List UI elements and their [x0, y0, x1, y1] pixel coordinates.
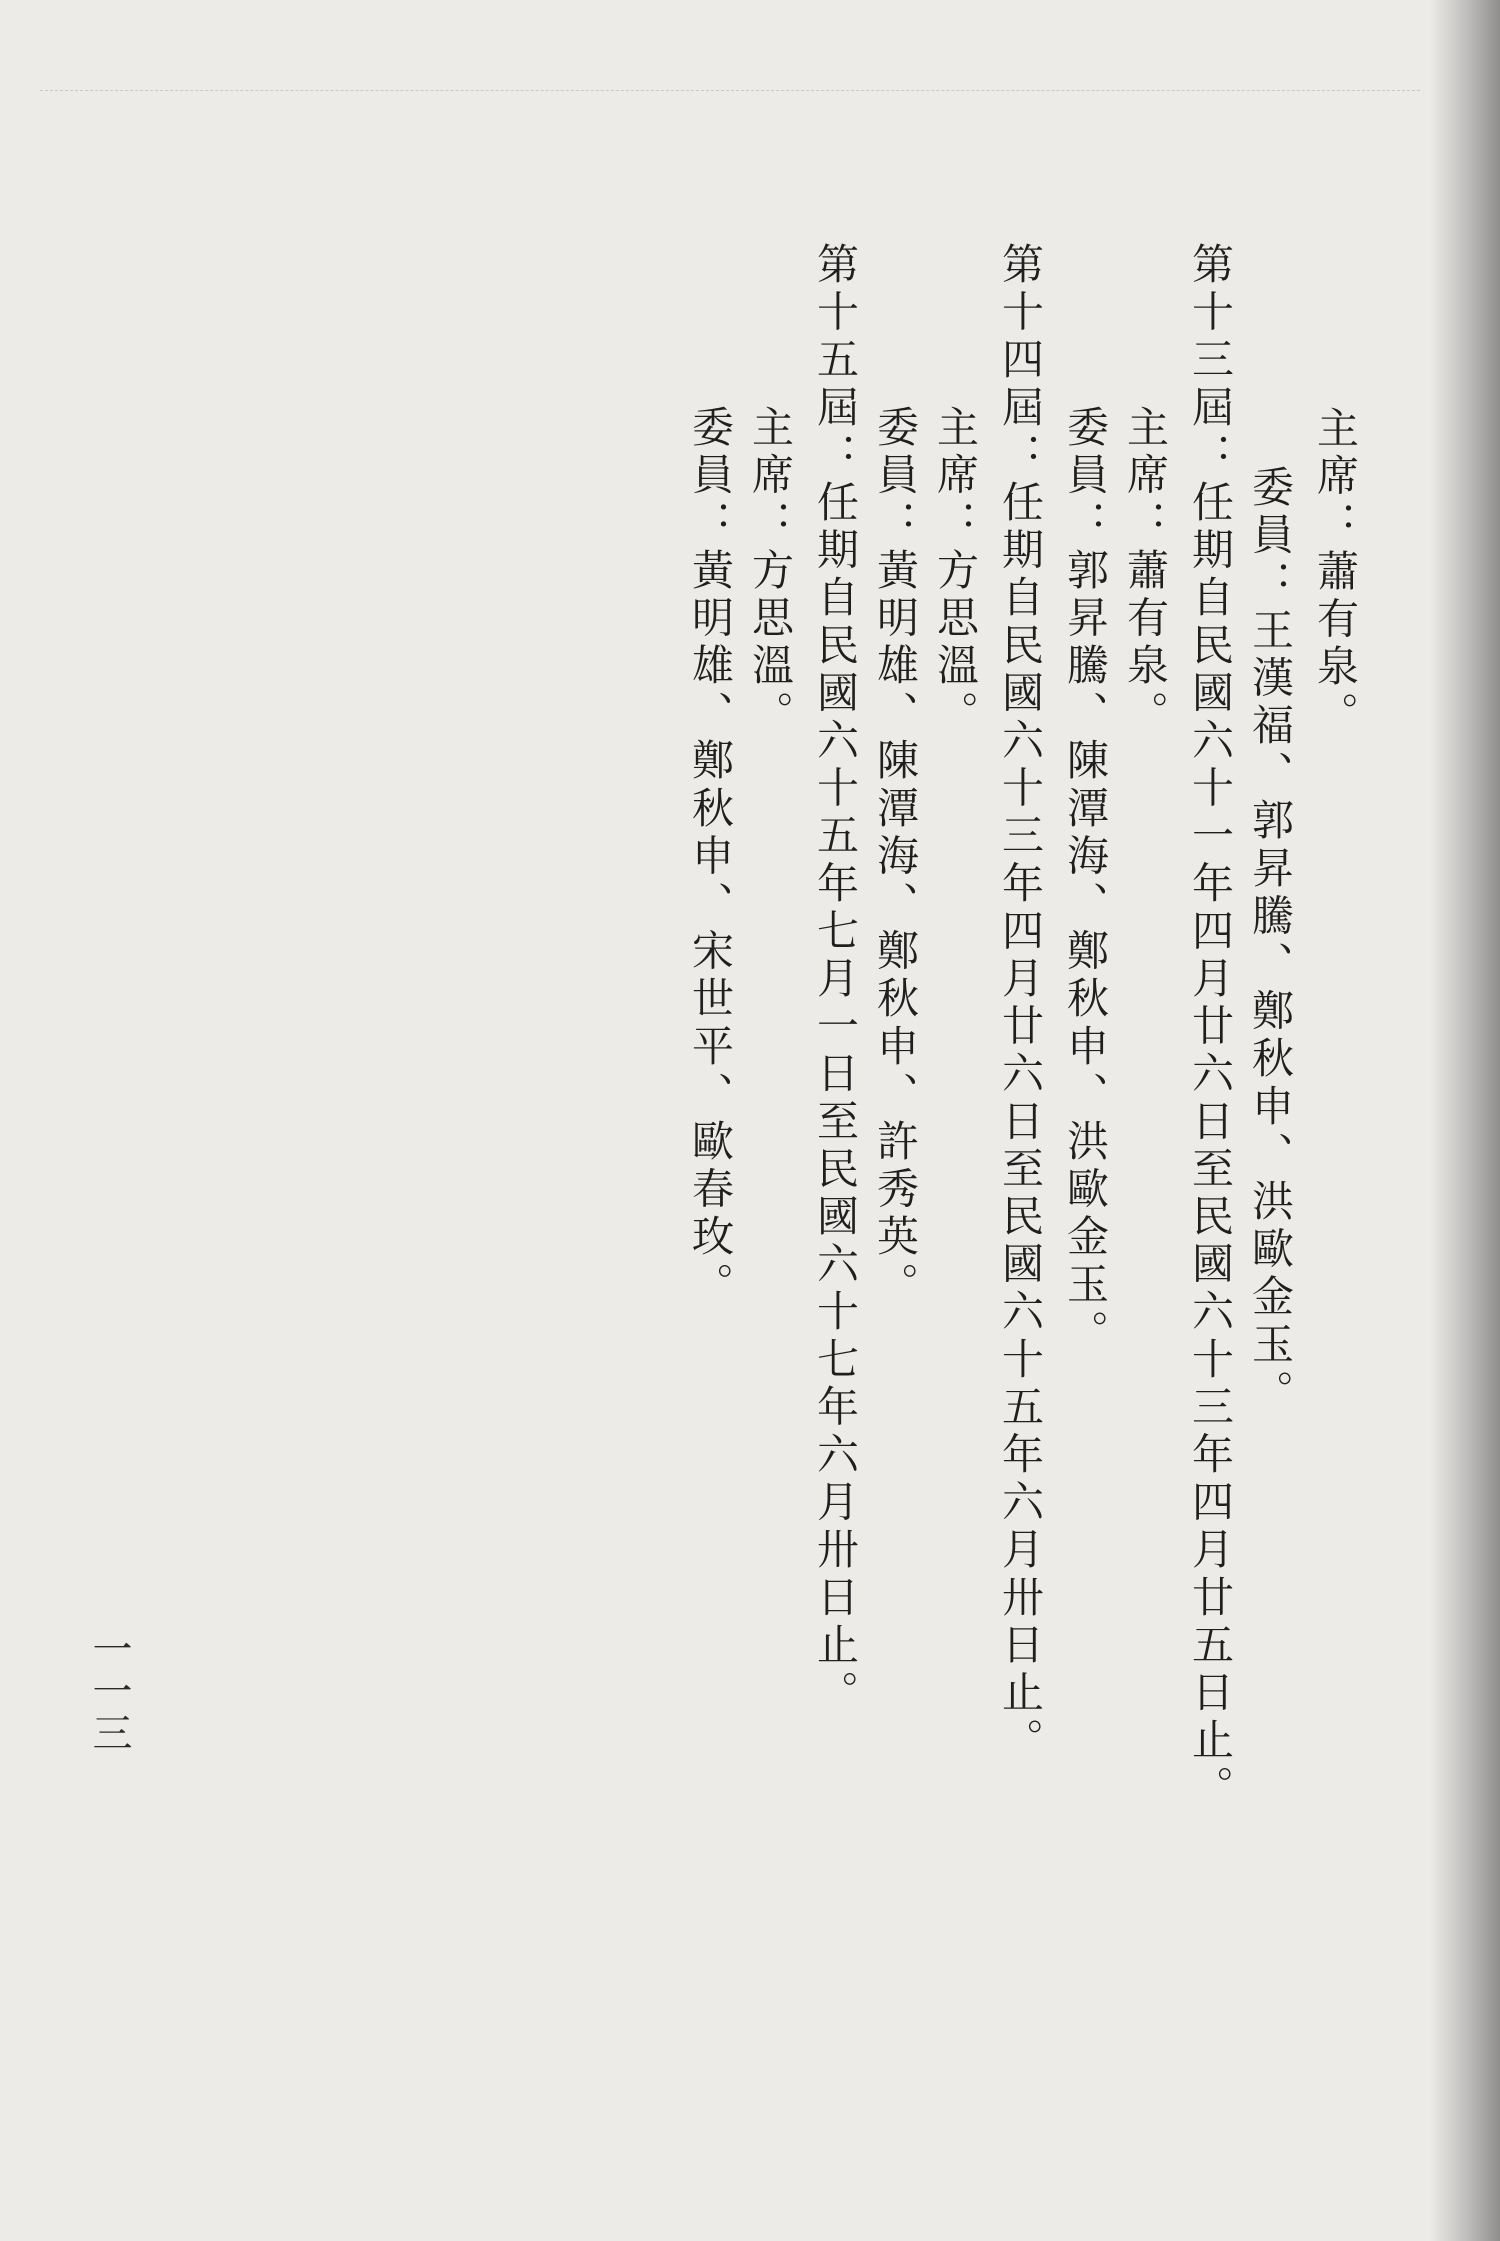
- page-number: 一一三: [86, 1628, 132, 1754]
- top-rule: [40, 90, 1420, 91]
- text-column-4: 主席：蕭有泉。: [1121, 405, 1170, 739]
- text-column-3: 第十三屆：任期自民國六十一年四月廿六日至民國六十三年四月廿五日止。: [1186, 242, 1235, 1813]
- text-column-10: 主席：方思溫。: [746, 405, 795, 739]
- text-column-9: 第十五屆：任期自民國六十五年七月一日至民國六十七年六月卅日止。: [811, 242, 860, 1718]
- text-column-5: 委員：郭昇騰、陳潭海、鄭秋申、洪歐金玉。: [1061, 405, 1110, 1357]
- text-column-7: 主席：方思溫。: [931, 405, 980, 739]
- text-column-6: 第十四屆：任期自民國六十三年四月廿六日至民國六十五年六月卅日止。: [996, 242, 1045, 1766]
- text-column-11: 委員：黃明雄、鄭秋申、宋世平、歐春玫。: [686, 405, 735, 1310]
- text-column-2: 委員：王漢福、郭昇騰、鄭秋申、洪歐金玉。: [1246, 465, 1295, 1417]
- text-column-1: 主席：蕭有泉。: [1311, 406, 1360, 740]
- text-column-8: 委員：黃明雄、陳潭海、鄭秋申、許秀英。: [871, 405, 920, 1310]
- page-edge-shadow: [1430, 0, 1500, 2241]
